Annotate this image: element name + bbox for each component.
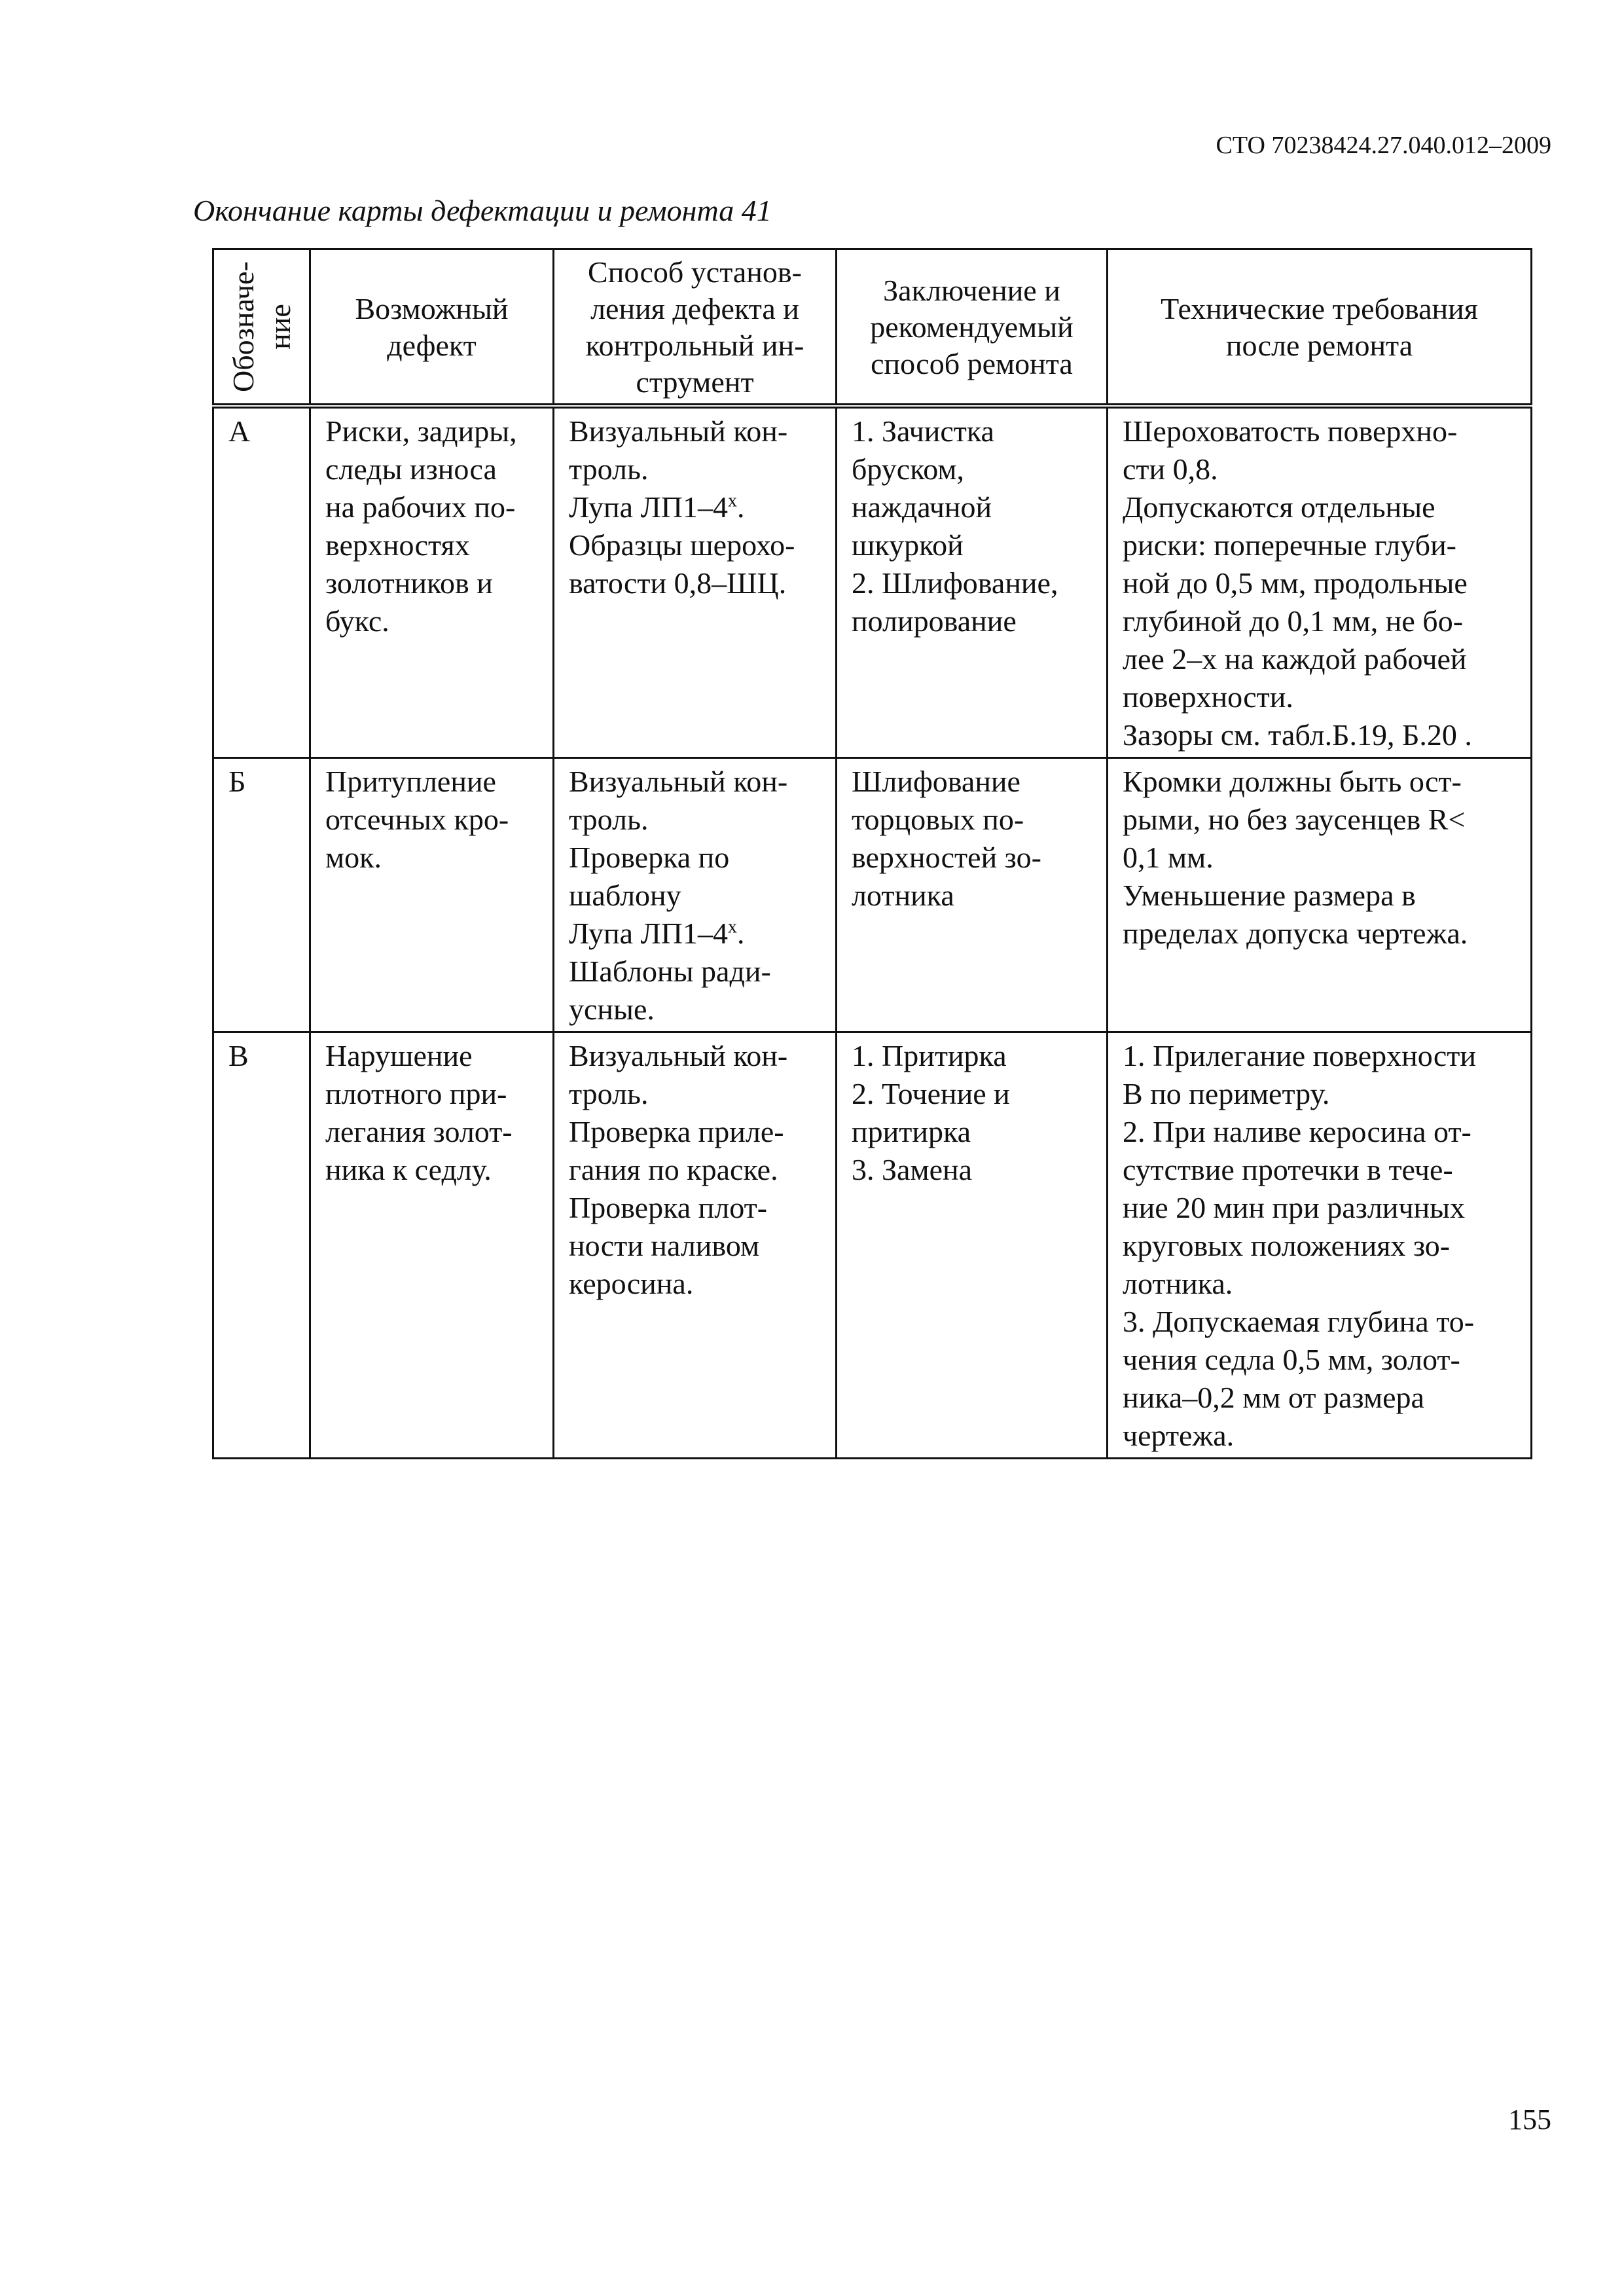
cell-conclusion: 1. Зачистка бруском, наждачной шкуркой 2. Шлифование, полирование: [837, 406, 1108, 758]
cell-mark: Б: [213, 758, 310, 1032]
header-mark: [213, 249, 310, 407]
cell-conclusion: 1. Притирка 2. Точение и притирка 3. Замена: [837, 1032, 1108, 1459]
cell-method-text-cont: . Шаблоны ради- усные.: [569, 917, 771, 1026]
header-method: Способ установ- ления дефекта и контрольный ин- струмент: [554, 249, 837, 407]
table-row: [213, 758, 1532, 1032]
table-row: [213, 1032, 1532, 1459]
cell-defect: Нарушение плотного при- легания золот- ника к седлу.: [310, 1032, 554, 1459]
defect-repair-table: [212, 248, 1532, 1459]
cell-method: Визуальный кон- троль. Проверка приле- гания по краске. Проверка плот- ности наливом керосина.: [554, 1032, 837, 1459]
page-number: 155: [1508, 2104, 1551, 2136]
cell-requirements: Шероховатость поверхно- сти 0,8. Допускаются отдельные риски: поперечные глуби- ной до 0,5 мм, продольные глубиной до 0,1 мм, не бо- лее 2–х на каждой рабочей поверхности. Зазоры см. табл.Б.19, Б.20 .: [1108, 406, 1532, 758]
cell-defect: Риски, задиры, следы износа на рабочих по- верхностях золотников и букс.: [310, 406, 554, 758]
cell-mark: В: [213, 1032, 310, 1459]
cell-method: [554, 758, 837, 1032]
cell-requirements: 1. Прилегание поверхности В по периметру. 2. При наливе керосина от- сутствие протечки в тече- ние 20 мин при различных круговых положениях зо- лотника. 3. Допускаемая глубина то- чения седла 0,5 мм, золот- ника–0,2 мм от размера чертежа.: [1108, 1032, 1532, 1459]
cell-conclusion: Шлифование торцовых по- верхностей зо- лотника: [837, 758, 1108, 1032]
cell-method-superscript: х: [728, 490, 738, 511]
cell-method-text: Визуальный кон- троль. Лупа ЛП1–4: [569, 414, 788, 524]
document-code: СТО 70238424.27.040.012–2009: [1216, 132, 1551, 159]
table-caption: Окончание карты дефектации и ремонта 41: [193, 194, 772, 227]
cell-defect: Притупление отсечных кро- мок.: [310, 758, 554, 1032]
table-row: [213, 406, 1532, 758]
header-requirements: Технические требования после ремонта: [1108, 249, 1532, 407]
cell-requirements: Кромки должны быть ост- рыми, но без заусенцев R< 0,1 мм. Уменьшение размера в пределах допуска чертежа.: [1108, 758, 1532, 1032]
cell-method-superscript: х: [728, 917, 738, 938]
header-conclusion: Заключение и рекомендуемый способ ремонта: [837, 249, 1108, 407]
cell-method: [554, 406, 837, 758]
header-defect: Возможный дефект: [310, 249, 554, 407]
table-header-row: [213, 249, 1532, 407]
cell-method-text-cont: . Образцы шерохо- ватости 0,8–ШЦ.: [569, 490, 795, 600]
cell-mark: А: [213, 406, 310, 758]
cell-method-text: Визуальный кон- троль. Проверка по шаблону Лупа ЛП1–4: [569, 765, 788, 950]
header-mark-label: Обозначе- ние: [226, 261, 297, 392]
